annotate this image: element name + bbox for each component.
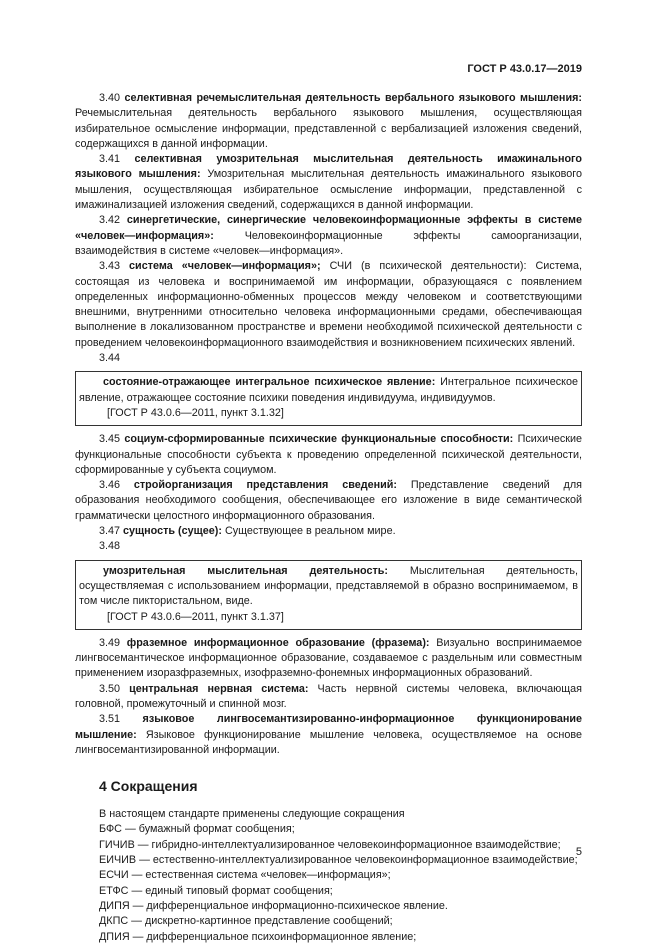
definition-term: сущность (сущее): bbox=[123, 525, 222, 538]
definition-number: 3.49 bbox=[99, 636, 121, 649]
definition-3-47 bbox=[75, 524, 582, 539]
quoted-definition-body bbox=[79, 375, 578, 406]
quoted-definition-3-48 bbox=[75, 560, 582, 630]
document-code: ГОСТ Р 43.0.17—2019 bbox=[467, 63, 582, 75]
definition-3-46 bbox=[75, 478, 582, 524]
abbreviation-item: ДКПС — дискретно-картинное представление сообщений; bbox=[99, 915, 393, 928]
definition-term: центральная нервная система: bbox=[129, 682, 309, 695]
definition-term: стройорганизация представления сведений: bbox=[133, 479, 397, 492]
definition-term: селективная речемыслительная деятельность вербального языкового мышления: bbox=[124, 92, 582, 104]
definition-3-41 bbox=[75, 152, 582, 213]
definition-text: Умозрительная мыслительная деятельность имажинального языкового мышления, осуществляющая избирательное осмысление информации, представленной с имажинализацией изложения сведений, содержащихся в данной информации. bbox=[75, 168, 582, 212]
document-body bbox=[75, 91, 582, 945]
definition-number: 3.43 bbox=[99, 260, 121, 273]
definition-3-49 bbox=[75, 636, 582, 682]
definition-3-42 bbox=[75, 213, 582, 259]
definition-3-45 bbox=[75, 432, 582, 478]
definition-text: Психические функциональные способности субъекта к проведению определенной психической деятельности, сформированные у субъекта социумом. bbox=[75, 433, 582, 476]
definition-term: умозрительная мыслительная деятельность: bbox=[103, 564, 388, 577]
abbreviation-item: ЕИЧИВ — естественно-интеллектуализированное человекоинформационное взаимодействие; bbox=[99, 854, 578, 867]
definition-3-51 bbox=[75, 712, 582, 758]
definition-3-40 bbox=[75, 91, 582, 152]
definition-number: 3.45 bbox=[99, 433, 121, 446]
definition-number: 3.46 bbox=[99, 479, 121, 492]
definition-term: система «человек—информация»; bbox=[129, 260, 321, 273]
definition-text: Визуально воспринимаемое лингвосемантическое информационное образование, создаваемое с раздельным или совместным применением изоразфраземных, изофраземно-фонемных информационных образований. bbox=[75, 636, 583, 680]
abbreviation-item: ЕТФС — единый типовый формат сообщения; bbox=[99, 884, 333, 897]
definition-term: языковое лингвосемантизированно-информационное функционирование мышление: bbox=[75, 713, 582, 741]
definition-text: Интегральное психическое явление, отражающее состояние психики поведения индивидуума, индивидуумов. bbox=[79, 376, 578, 404]
definition-number: 3.41 bbox=[99, 153, 121, 166]
definition-text: Существующее в реальном мире. bbox=[221, 525, 396, 538]
definition-term: социум-сформированные психические функциональные способности: bbox=[124, 433, 514, 446]
source-reference: [ГОСТ Р 43.0.6—2011, пункт 3.1.37] bbox=[107, 610, 284, 623]
abbreviation-item: БФС — бумажный формат сообщения; bbox=[99, 823, 295, 836]
definition-3-44-number: 3.44 bbox=[99, 352, 121, 365]
definition-term: состояние-отражающее интегральное психическое явление: bbox=[103, 376, 436, 389]
source-reference: [ГОСТ Р 43.0.6—2011, пункт 3.1.32] bbox=[107, 406, 284, 419]
definition-text: СЧИ (в психической деятельности): Система, состоящая из человека и воспринимаемой им информации, образующаяся с появлением определенных информационно-обменных процессов между человеком и соответствующими внешними, внутренними относительно человека информационными средами, обеспечивающая выполнение в локализованном пространстве и времени необходимой психической деятельности с проведением человекоинформационного взаимодействия и возникновением психических явлений. bbox=[75, 260, 582, 349]
definition-3-43 bbox=[75, 259, 582, 351]
abbreviation-item: ГИЧИВ — гибридно-интеллектуализированное человекоинформационное взаимодействие; bbox=[99, 838, 561, 851]
quoted-definition-body bbox=[79, 564, 578, 610]
definition-number: 3.42 bbox=[99, 214, 121, 227]
abbreviation-item: ДИПЯ — дифференциальное информационно-психическое явление. bbox=[99, 899, 448, 912]
definition-term: селективная умозрительная мыслительная деятельность имажинального языкового мышления: bbox=[75, 153, 583, 181]
quoted-definition-3-44 bbox=[75, 371, 582, 426]
definition-3-50 bbox=[75, 682, 582, 713]
page-number: 5 bbox=[575, 846, 582, 858]
definition-text: Представление сведений для образования необходимого сообщения, обеспечивающее его изложение в виде семантической грамматически целостного информационного образования. bbox=[75, 479, 582, 522]
definition-text: Человекоинформационные эффекты самоорганизации, взаимодействия в системе «человек—информация». bbox=[75, 229, 582, 257]
definition-number: 3.47 bbox=[99, 525, 121, 538]
definition-3-48-number: 3.48 bbox=[99, 540, 121, 553]
definition-text: Языковое функционирование мышление человека, осуществляемое на основе лингвосемантизированной информации. bbox=[75, 728, 582, 756]
abbreviation-item: ДПИЯ — дифференциальное психоинформационное явление; bbox=[99, 930, 417, 943]
definition-number: 3.40 bbox=[99, 92, 121, 104]
definition-term: синергетические, синергические человекоинформационные эффекты в системе «человек—информация»: bbox=[75, 214, 583, 242]
definition-term: фраземное информационное образование (фразема): bbox=[126, 636, 430, 649]
definition-text: Речемыслительная деятельность вербального языкового мышления, осуществляющая избирательное осмысление информации, представленной с вербализацией изложения сведений, содержащихся в данной информации. bbox=[75, 107, 582, 150]
definition-number: 3.50 bbox=[99, 682, 121, 695]
definition-text: Мыслительная деятельность, осуществляемая с использованием информации, представляемой в образно воспринимаемом, в том числе пиктористальном, виде. bbox=[79, 564, 578, 608]
section-intro: В настоящем стандарте применены следующие сокращения bbox=[99, 808, 405, 821]
abbreviation-item: ЕСЧИ — естественная система «человек—информация»; bbox=[99, 869, 391, 882]
definition-text: Часть нервной системы человека, включающая головной, промежуточный и спинной мозг. bbox=[75, 682, 582, 710]
definition-number: 3.51 bbox=[99, 713, 121, 726]
section-title: 4 Сокращения bbox=[99, 778, 198, 795]
